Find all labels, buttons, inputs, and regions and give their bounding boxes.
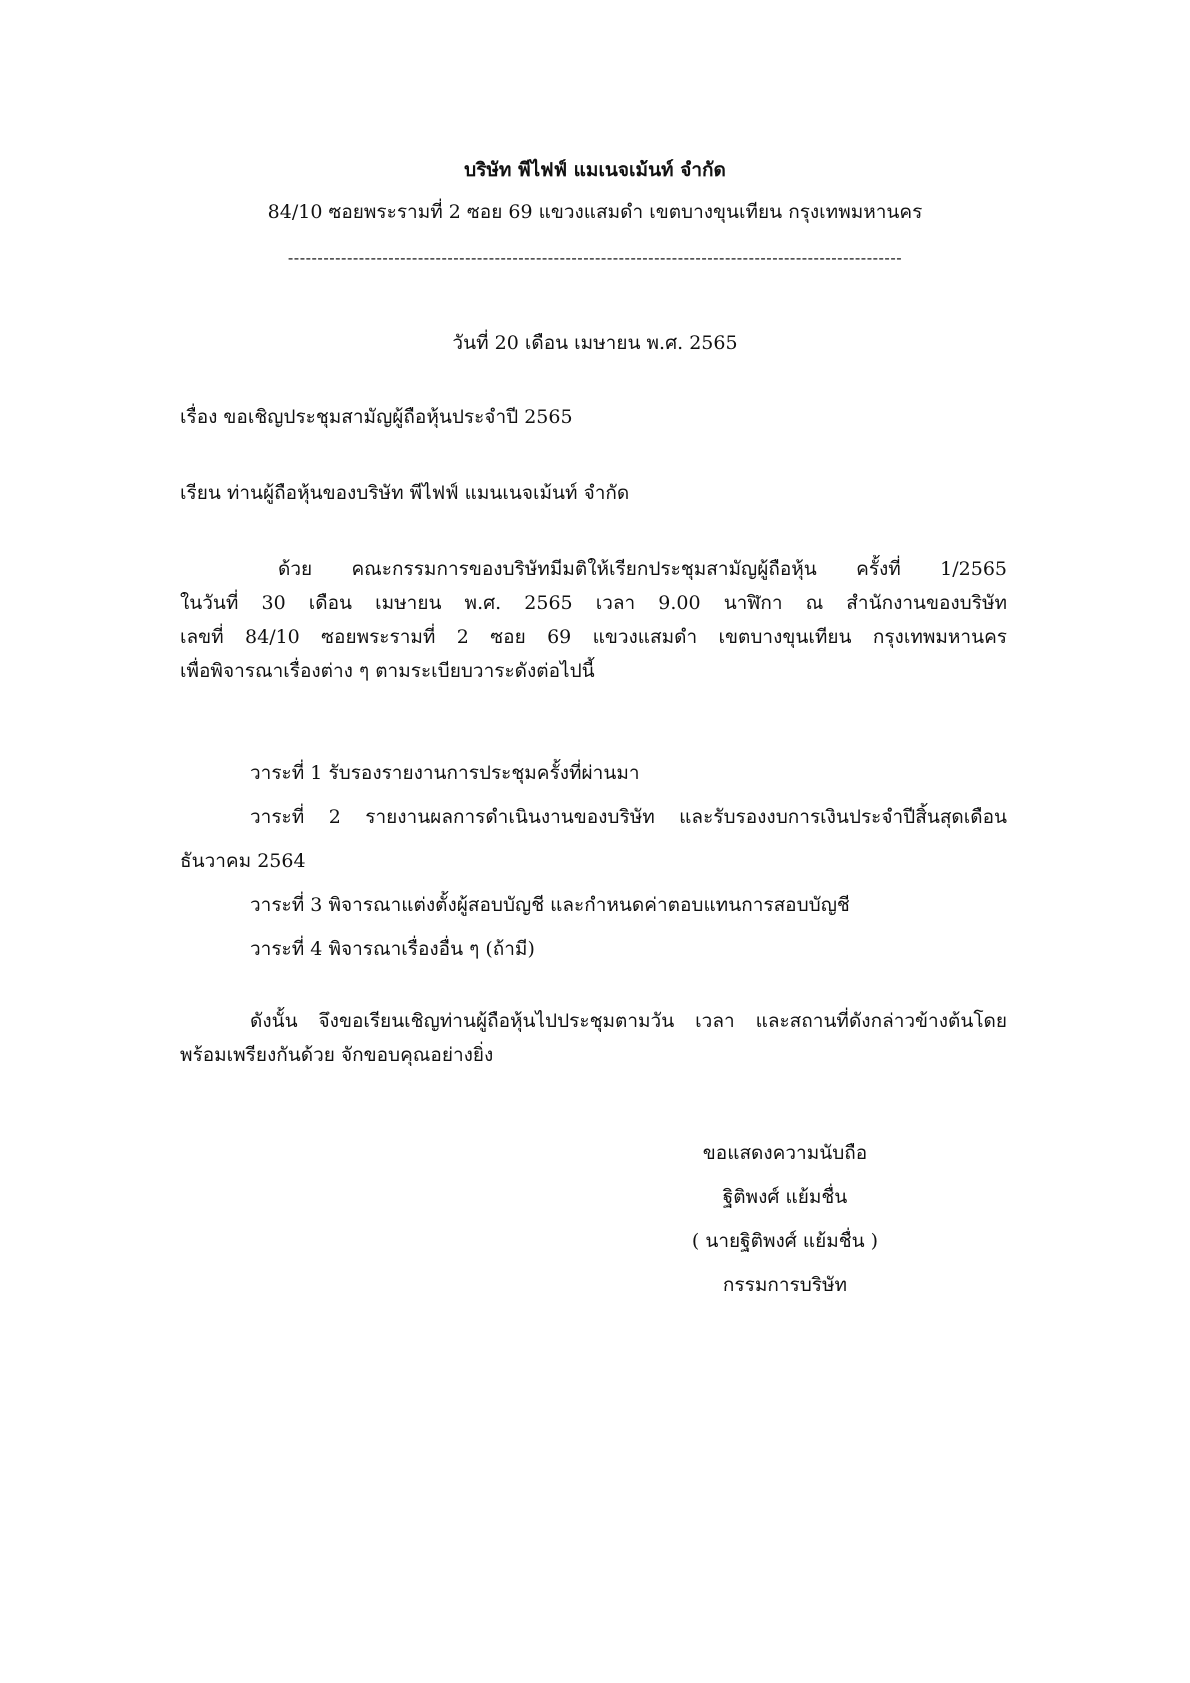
body-paragraph-2 — [180, 1004, 1007, 1072]
letter-recipient: เรียน ท่านผู้ถือหุ้นของบริษัท พีไฟฟ์ แมนเนจเม้นท์ จำกัด — [180, 482, 630, 504]
body-line: ดังนั้น จึงขอเรียนเชิญท่านผู้ถือหุ้นไปประชุมตามวัน เวลา และสถานที่ดังกล่าวข้างต้นโดย — [250, 1010, 1007, 1032]
signature-full-name: ( นายฐิติพงศ์ แย้มชื่น ) — [691, 1230, 879, 1252]
agenda-item-2-continuation: ธันวาคม 2564 — [180, 850, 306, 872]
letter-subject: เรื่อง ขอเชิญประชุมสามัญผู้ถือหุ้นประจำปี 2565 — [180, 406, 573, 428]
body-line: ด้วย คณะกรรมการของบริษัทมีมติให้เรียกประชุมสามัญผู้ถือหุ้น ครั้งที่ 1/2565 — [278, 558, 1007, 580]
company-address: 84/10 ซอยพระรามที่ 2 ซอย 69 แขวงแสมดำ เขตบางขุนเทียน กรุงเทพมหานคร — [267, 201, 923, 223]
signature-closing: ขอแสดงความนับถือ — [702, 1142, 868, 1164]
agenda-item-1: วาระที่ 1 รับรองรายงานการประชุมครั้งที่ผ่านมา — [250, 762, 640, 784]
signature-signed-name: ฐิติพงศ์ แย้มชื่น — [722, 1186, 848, 1208]
body-paragraph-1 — [180, 552, 1007, 688]
signature-position: กรรมการบริษัท — [722, 1274, 848, 1296]
body-line: ในวันที่ 30 เดือน เมษายน พ.ศ. 2565 เวลา 9.00 นาฬิกา ณ สำนักงานของบริษัท — [180, 592, 1007, 614]
body-line: เลขที่ 84/10 ซอยพระรามที่ 2 ซอย 69 แขวงแสมดำ เขตบางขุนเทียน กรุงเทพมหานคร — [180, 626, 1007, 648]
body-line: เพื่อพิจารณาเรื่องต่าง ๆ ตามระเบียบวาระดังต่อไปนี้ — [180, 660, 595, 682]
letter-date: วันที่ 20 เดือน เมษายน พ.ศ. 2565 — [452, 332, 738, 354]
agenda-item-3: วาระที่ 3 พิจารณาแต่งตั้งผู้สอบบัญชี และกำหนดค่าตอบแทนการสอบบัญชี — [250, 894, 850, 916]
agenda-item-2: วาระที่ 2 รายงานผลการดำเนินงานของบริษัท และรับรองงบการเงินประจำปีสิ้นสุดเดือน — [250, 806, 1007, 828]
body-line: พร้อมเพรียงกันด้วย จักขอบคุณอย่างยิ่ง — [180, 1044, 494, 1066]
company-name: บริษัท พีไฟฟ์ แมเนจเม้นท์ จำกัด — [464, 159, 726, 181]
agenda-item-4: วาระที่ 4 พิจารณาเรื่องอื่น ๆ (ถ้ามี) — [250, 938, 535, 960]
header-divider: -------------------------------------------------------------------------------------------------------- — [287, 248, 903, 267]
